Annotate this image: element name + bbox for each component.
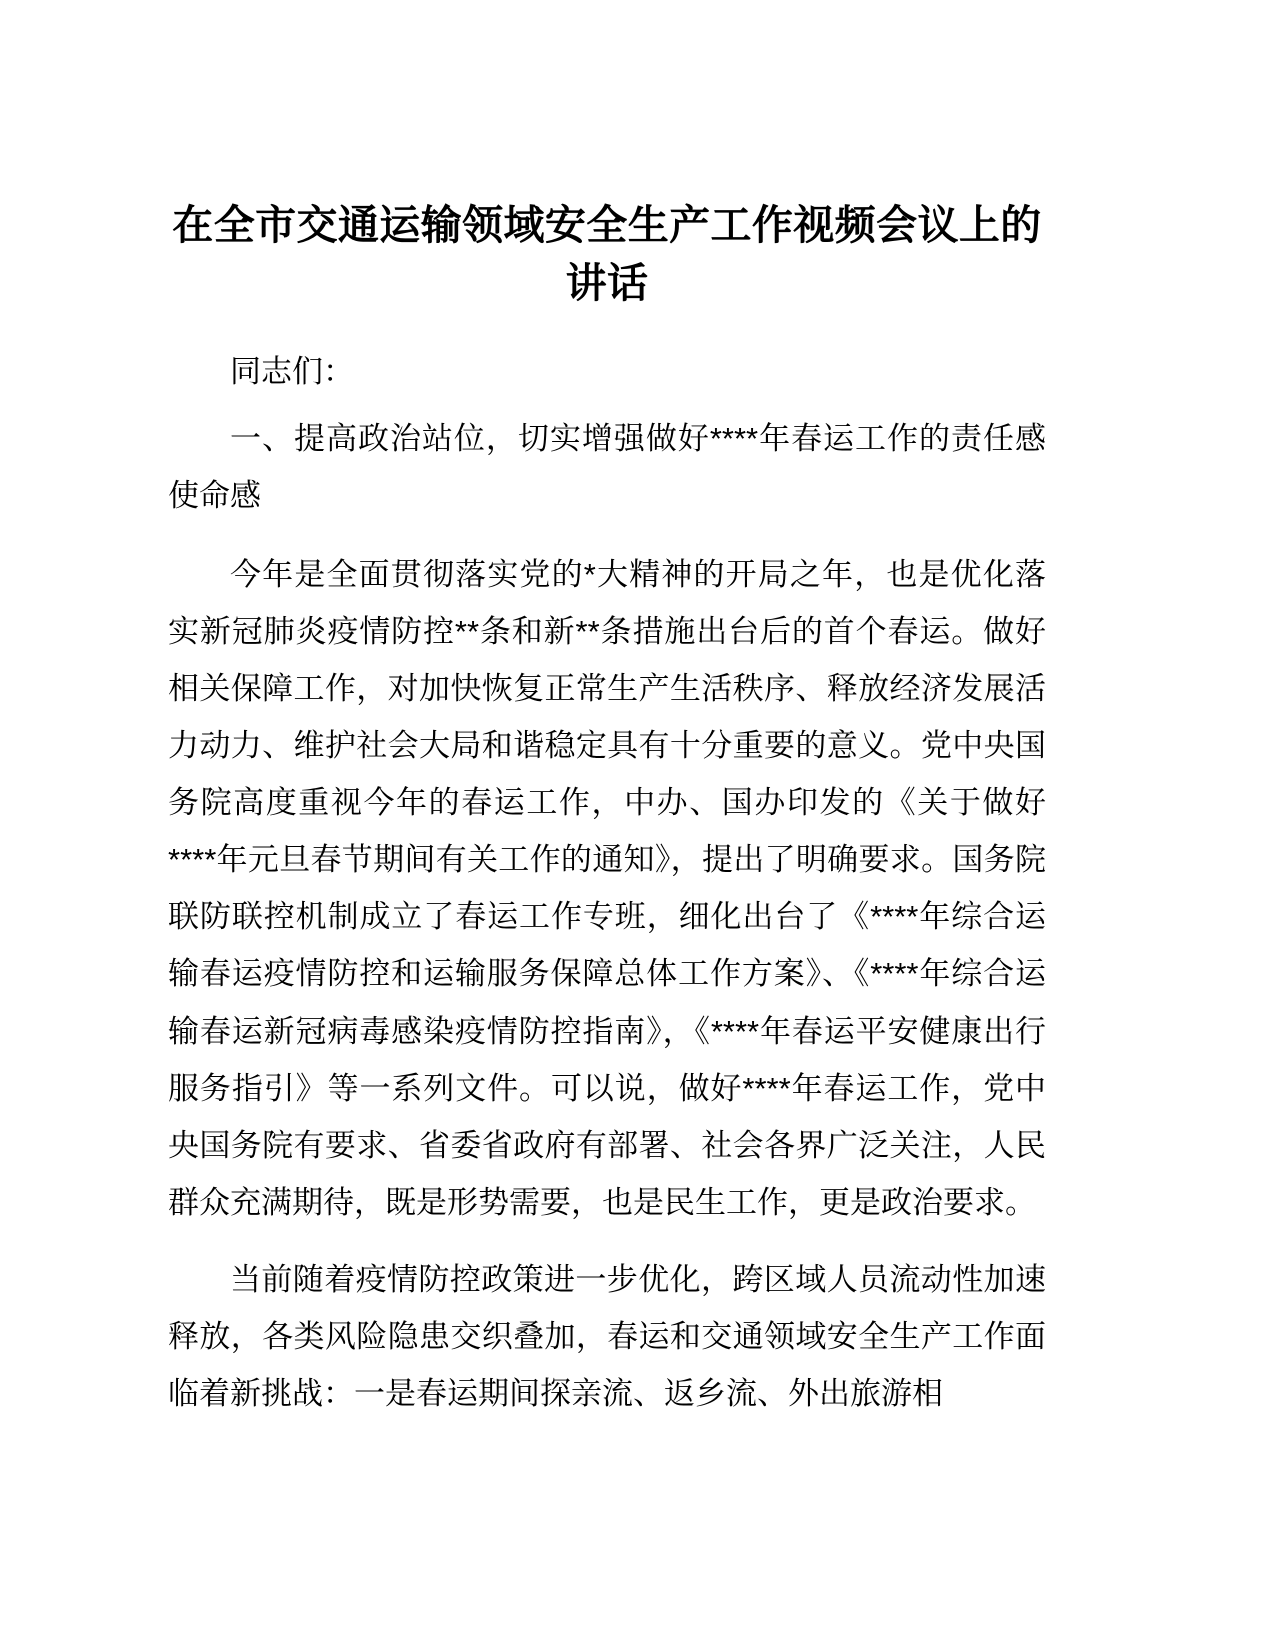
body-paragraph-2: 当前随着疫情防控政策进一步优化，跨区域人员流动性加速释放，各类风险隐患交织叠加，春运和交通领域安全生产工作面临着新挑战：一是春运期间探亲流、返乡流、外出旅游相 <box>168 1261 1046 1411</box>
page-title: 在全市交通运输领域安全生产工作视频会议上的讲话 <box>172 202 1042 307</box>
document-content <box>168 196 1046 1422</box>
salutation-line: 同志们： <box>230 354 354 390</box>
section-heading-one: 一、提高政治站位，切实增强做好****年春运工作的责任感使命感 <box>168 421 1046 513</box>
body-paragraph-1: 今年是全面贯彻落实党的*大精神的开局之年，也是优化落实新冠肺炎疫情防控**条和新**条措施出台后的首个春运。做好相关保障工作，对加快恢复正常生产生活秩序、释放经济发展活力动力、维护社会大局和谐稳定具有十分重要的意义。党中央国务院高度重视今年的春运工作，中办、国办印发的《关于做好****年元旦春节期间有关工作的通知》，提出了明确要求。国务院联防联控机制成立了春运工作专班，细化出台了《****年综合运输春运疫情防控和运输服务保障总体工作方案》、《****年综合运输春运新冠病毒感染疫情防控指南》，《****年春运平安健康出行服务指引》等一系列文件。可以说，做好****年春运工作，党中央国务院有要求、省委省政府有部署、社会各界广泛关注，人民群众充满期待，既是形势需要，也是民生工作，更是政治要求。 <box>168 557 1046 1220</box>
